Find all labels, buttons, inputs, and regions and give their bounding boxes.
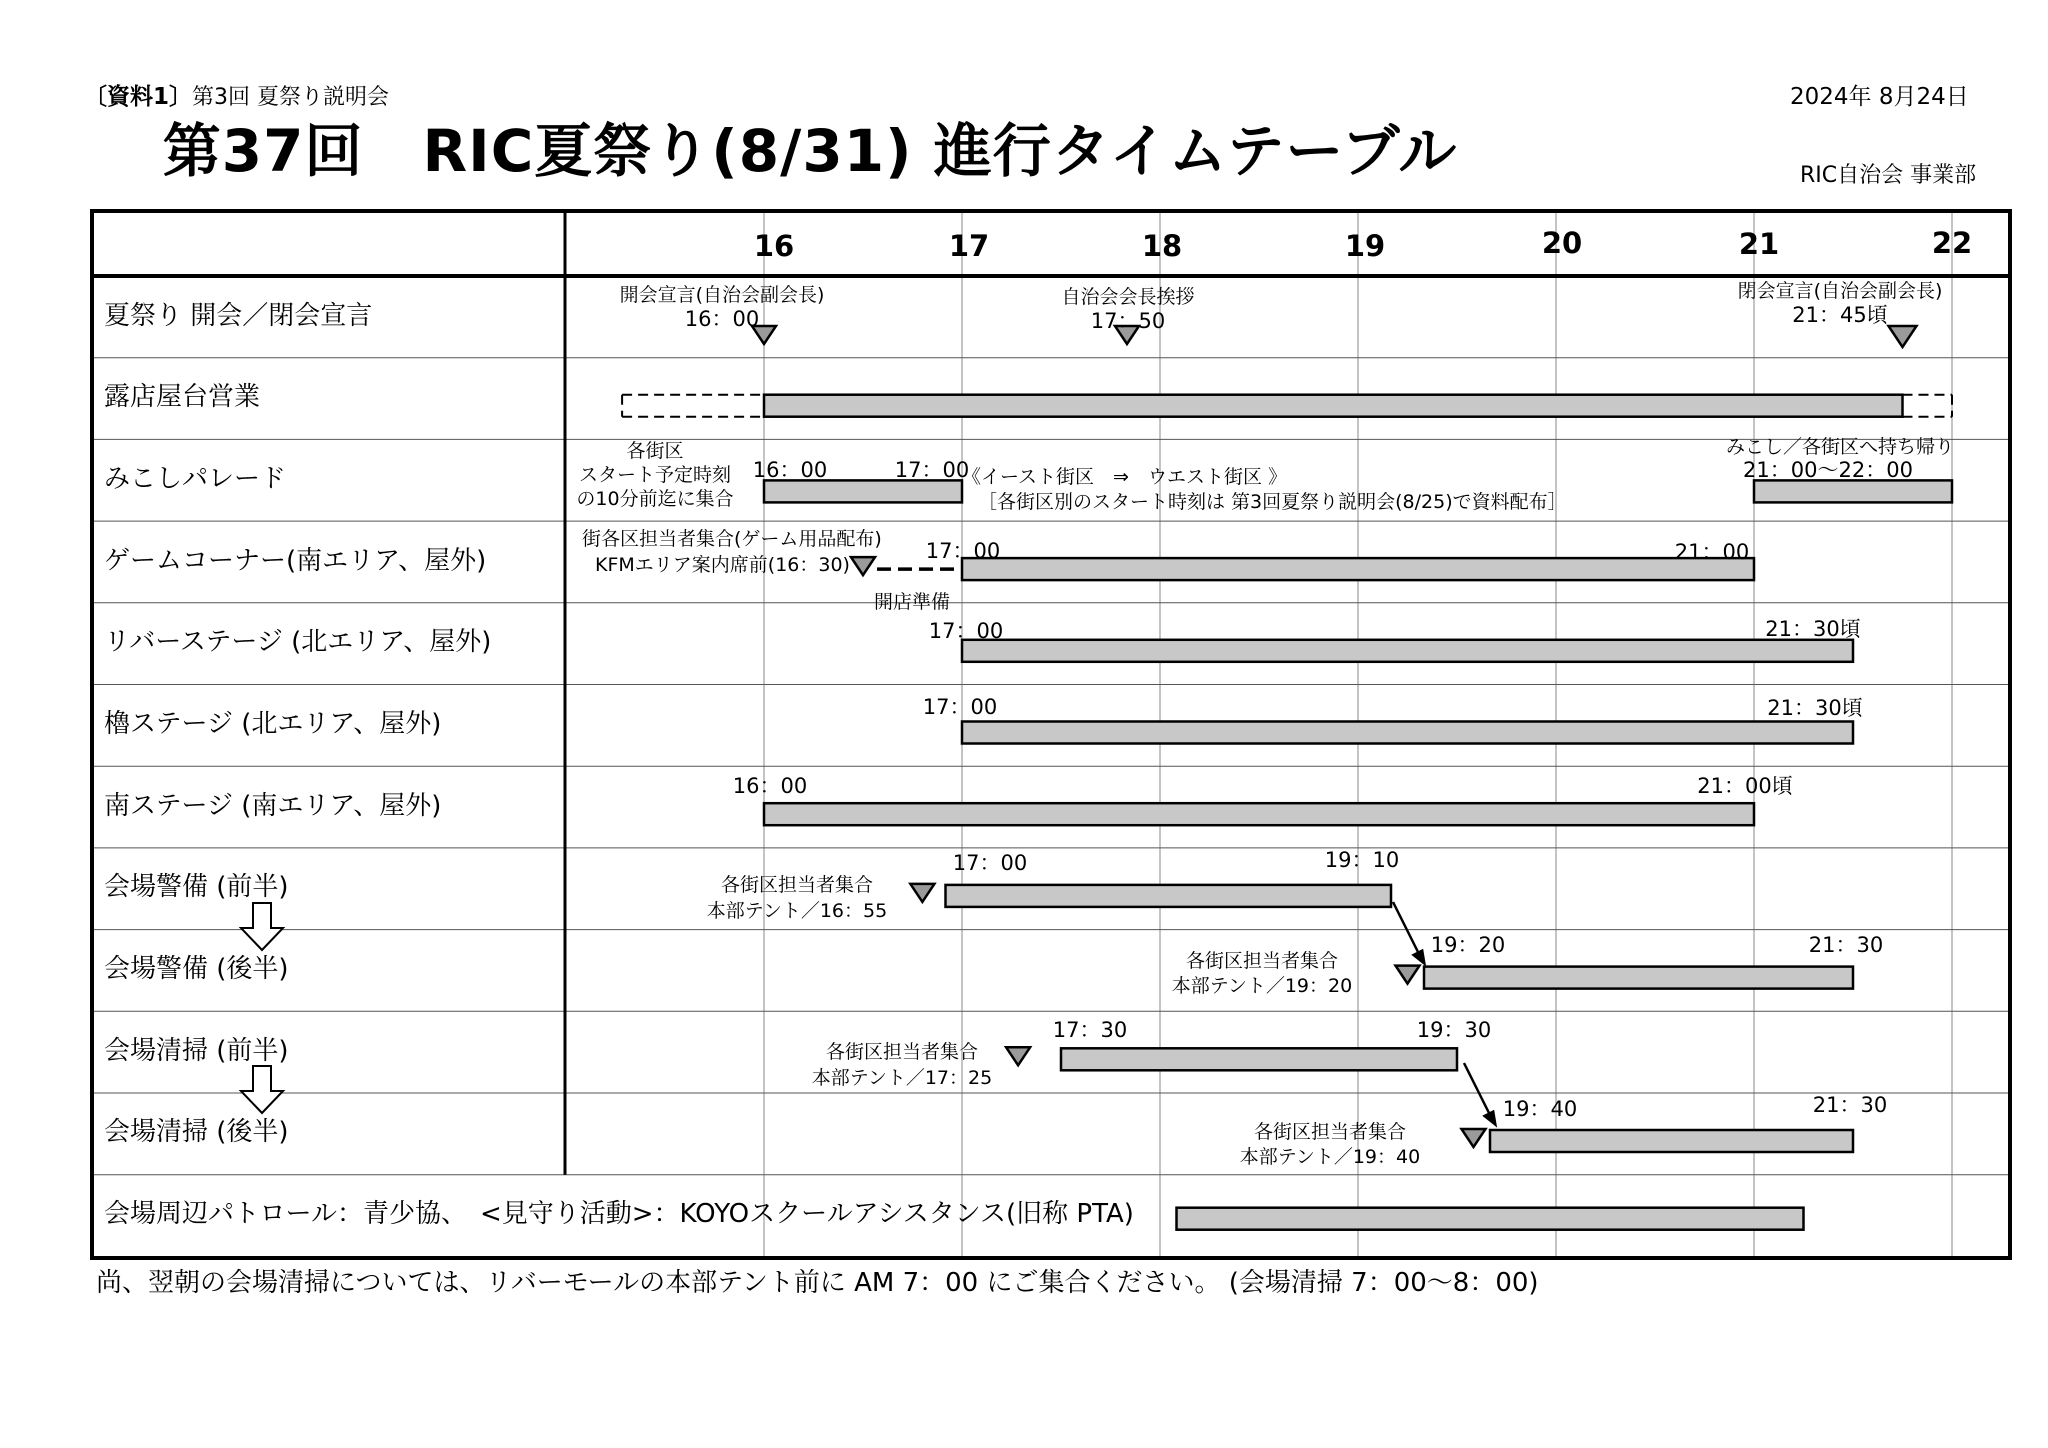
south-end-time: 21：00頃: [1697, 774, 1793, 798]
schedule-bar: [764, 803, 1754, 825]
hour-label: 20: [1541, 226, 1583, 260]
hour-label: 16: [753, 229, 795, 263]
schedule-bar: [1424, 967, 1853, 989]
document-date: 2024年 8月24日: [1790, 84, 1969, 110]
parade-end-time: 17：00: [894, 458, 970, 482]
row-label: 夏祭り 開会／閉会宣言: [104, 301, 373, 331]
guard2-gather-note: 各街区担当者集合: [1185, 950, 1339, 972]
handover-line: [1464, 1063, 1492, 1119]
schedule-bar: [1754, 480, 1952, 502]
hour-label: 17: [948, 229, 990, 263]
open-speech-label: 開会宣言(自治会副会長): [619, 284, 825, 306]
document-label-session: 第3回 夏祭り説明会: [192, 85, 390, 110]
schedule-bar: [1177, 1208, 1804, 1230]
river-start-time: 17：00: [928, 619, 1004, 643]
guard2-end-time: 21：30: [1808, 933, 1884, 957]
parade-note: の10分前迄に集合: [576, 488, 734, 510]
row-label: みこしパレード: [104, 464, 287, 494]
schedule-bar: [764, 395, 1903, 417]
row-label: ゲームコーナー(南エリア、屋外): [104, 546, 487, 576]
river-end-time: 21：30頃: [1765, 617, 1861, 641]
game-end-time: 21：00: [1674, 540, 1750, 564]
parade-start-time: 16：00: [752, 458, 828, 482]
hour-label: 19: [1344, 229, 1386, 263]
marker-triangle-icon: [1889, 326, 1917, 347]
schedule-bar: [946, 885, 1392, 907]
yagura-end-time: 21：30頃: [1767, 696, 1863, 720]
parade-info: ［各街区別のスタート時刻は 第3回夏祭り説明会(8/25)で資料配布］: [978, 491, 1567, 513]
schedule-bar: [1061, 1048, 1457, 1070]
guard1-gather-note: 本部テント／16：55: [706, 900, 888, 922]
chair-greeting-label: 自治会会長挨拶: [1061, 286, 1195, 308]
organization-name: RIC自治会 事業部: [1800, 163, 1977, 188]
row-label: 露店屋台営業: [104, 382, 261, 412]
guard2-gather-note: 本部テント／19：20: [1171, 975, 1353, 997]
footer-note: 尚、翌朝の会場清掃については、リバーモールの本部テント前に AM 7：00 にご集合ください。 (会場清掃 7：00〜8：00): [96, 1268, 1539, 1298]
chair-greeting-time: 17：50: [1090, 309, 1166, 333]
game-gather-note: KFMエリア案内席前(16：30): [595, 554, 850, 576]
guard1-end-time: 19：10: [1324, 848, 1400, 872]
row-label: 会場警備 (前半): [104, 872, 289, 902]
guard1-start-time: 17：00: [952, 851, 1028, 875]
parade-note: 各街区: [626, 440, 684, 462]
schedule-bar: [962, 558, 1754, 580]
down-arrow-icon: [241, 1066, 283, 1113]
clean2-gather-note: 本部テント／19：40: [1239, 1146, 1421, 1168]
row-label: 南ステージ (南エリア、屋外): [104, 791, 442, 821]
hour-labels: [754, 226, 1972, 263]
marker-triangle-icon: [1462, 1129, 1486, 1147]
guard1-gather-note: 各街区担当者集合: [720, 874, 874, 896]
hour-label: 21: [1738, 227, 1780, 261]
row-label: 櫓ステージ (北エリア、屋外): [104, 709, 442, 739]
marker-triangle-icon: [910, 884, 934, 902]
hour-label: 22: [1931, 226, 1973, 260]
game-gather-note: 街各区担当者集合(ゲーム用品配布): [582, 528, 882, 550]
patrol-label: 会場周辺パトロール：青少協、 <見守り活動>：KOYOスクールアシスタンス(旧称 PTA): [104, 1199, 1134, 1229]
page-title: 第37回 RIC夏祭り(8/31) 進行タイムテーブル: [162, 117, 1458, 185]
clean1-gather-note: 各街区担当者集合: [825, 1041, 979, 1063]
clean1-start-time: 17：30: [1052, 1018, 1128, 1042]
clean2-end-time: 21：30: [1812, 1093, 1888, 1117]
marker-triangle-icon: [1006, 1047, 1030, 1065]
schedule-bars: [622, 395, 1955, 1230]
down-arrow-icon: [241, 903, 283, 950]
row-label: リバーステージ (北エリア、屋外): [104, 627, 492, 657]
row-label: 会場清掃 (前半): [104, 1036, 289, 1066]
marker-triangle-icon: [851, 557, 875, 575]
schedule-bar: [962, 640, 1853, 662]
handover-arrowhead-icon: [1414, 951, 1424, 963]
document-label-bracket: 〔資料1〕: [84, 84, 193, 110]
parade-route: 《イースト街区 ⇒ ウエスト街区 》: [962, 466, 1288, 488]
clean2-start-time: 19：40: [1502, 1097, 1578, 1121]
schedule-bar: [962, 722, 1853, 744]
clean1-end-time: 19：30: [1416, 1018, 1492, 1042]
parade-note: スタート予定時刻: [578, 464, 732, 486]
hour-label: 18: [1141, 229, 1183, 263]
clean1-gather-note: 本部テント／17：25: [811, 1067, 993, 1089]
game-prep-label: 開店準備: [873, 591, 951, 613]
schedule-bar: [1490, 1130, 1853, 1152]
mikoshi-return-time: 21：00〜22：00: [1743, 458, 1913, 482]
close-speech-label: 閉会宣言(自治会副会長): [1737, 280, 1943, 302]
handover-arrowhead-icon: [1485, 1112, 1495, 1124]
row-label: 会場警備 (後半): [104, 954, 289, 984]
close-speech-time: 21：45頃: [1792, 303, 1888, 327]
schedule-bar: [764, 480, 962, 502]
south-start-time: 16：00: [732, 774, 808, 798]
guard2-start-time: 19：20: [1430, 933, 1506, 957]
row-label: 会場清掃 (後半): [104, 1117, 289, 1147]
marker-triangle-icon: [1396, 966, 1420, 984]
open-speech-time: 16：00: [684, 307, 760, 331]
yagura-start-time: 17：00: [922, 695, 998, 719]
mikoshi-return-label: みこし／各街区へ持ち帰り: [1725, 436, 1955, 458]
game-start-time: 17：00: [925, 539, 1001, 563]
clean2-gather-note: 各街区担当者集合: [1253, 1121, 1407, 1143]
